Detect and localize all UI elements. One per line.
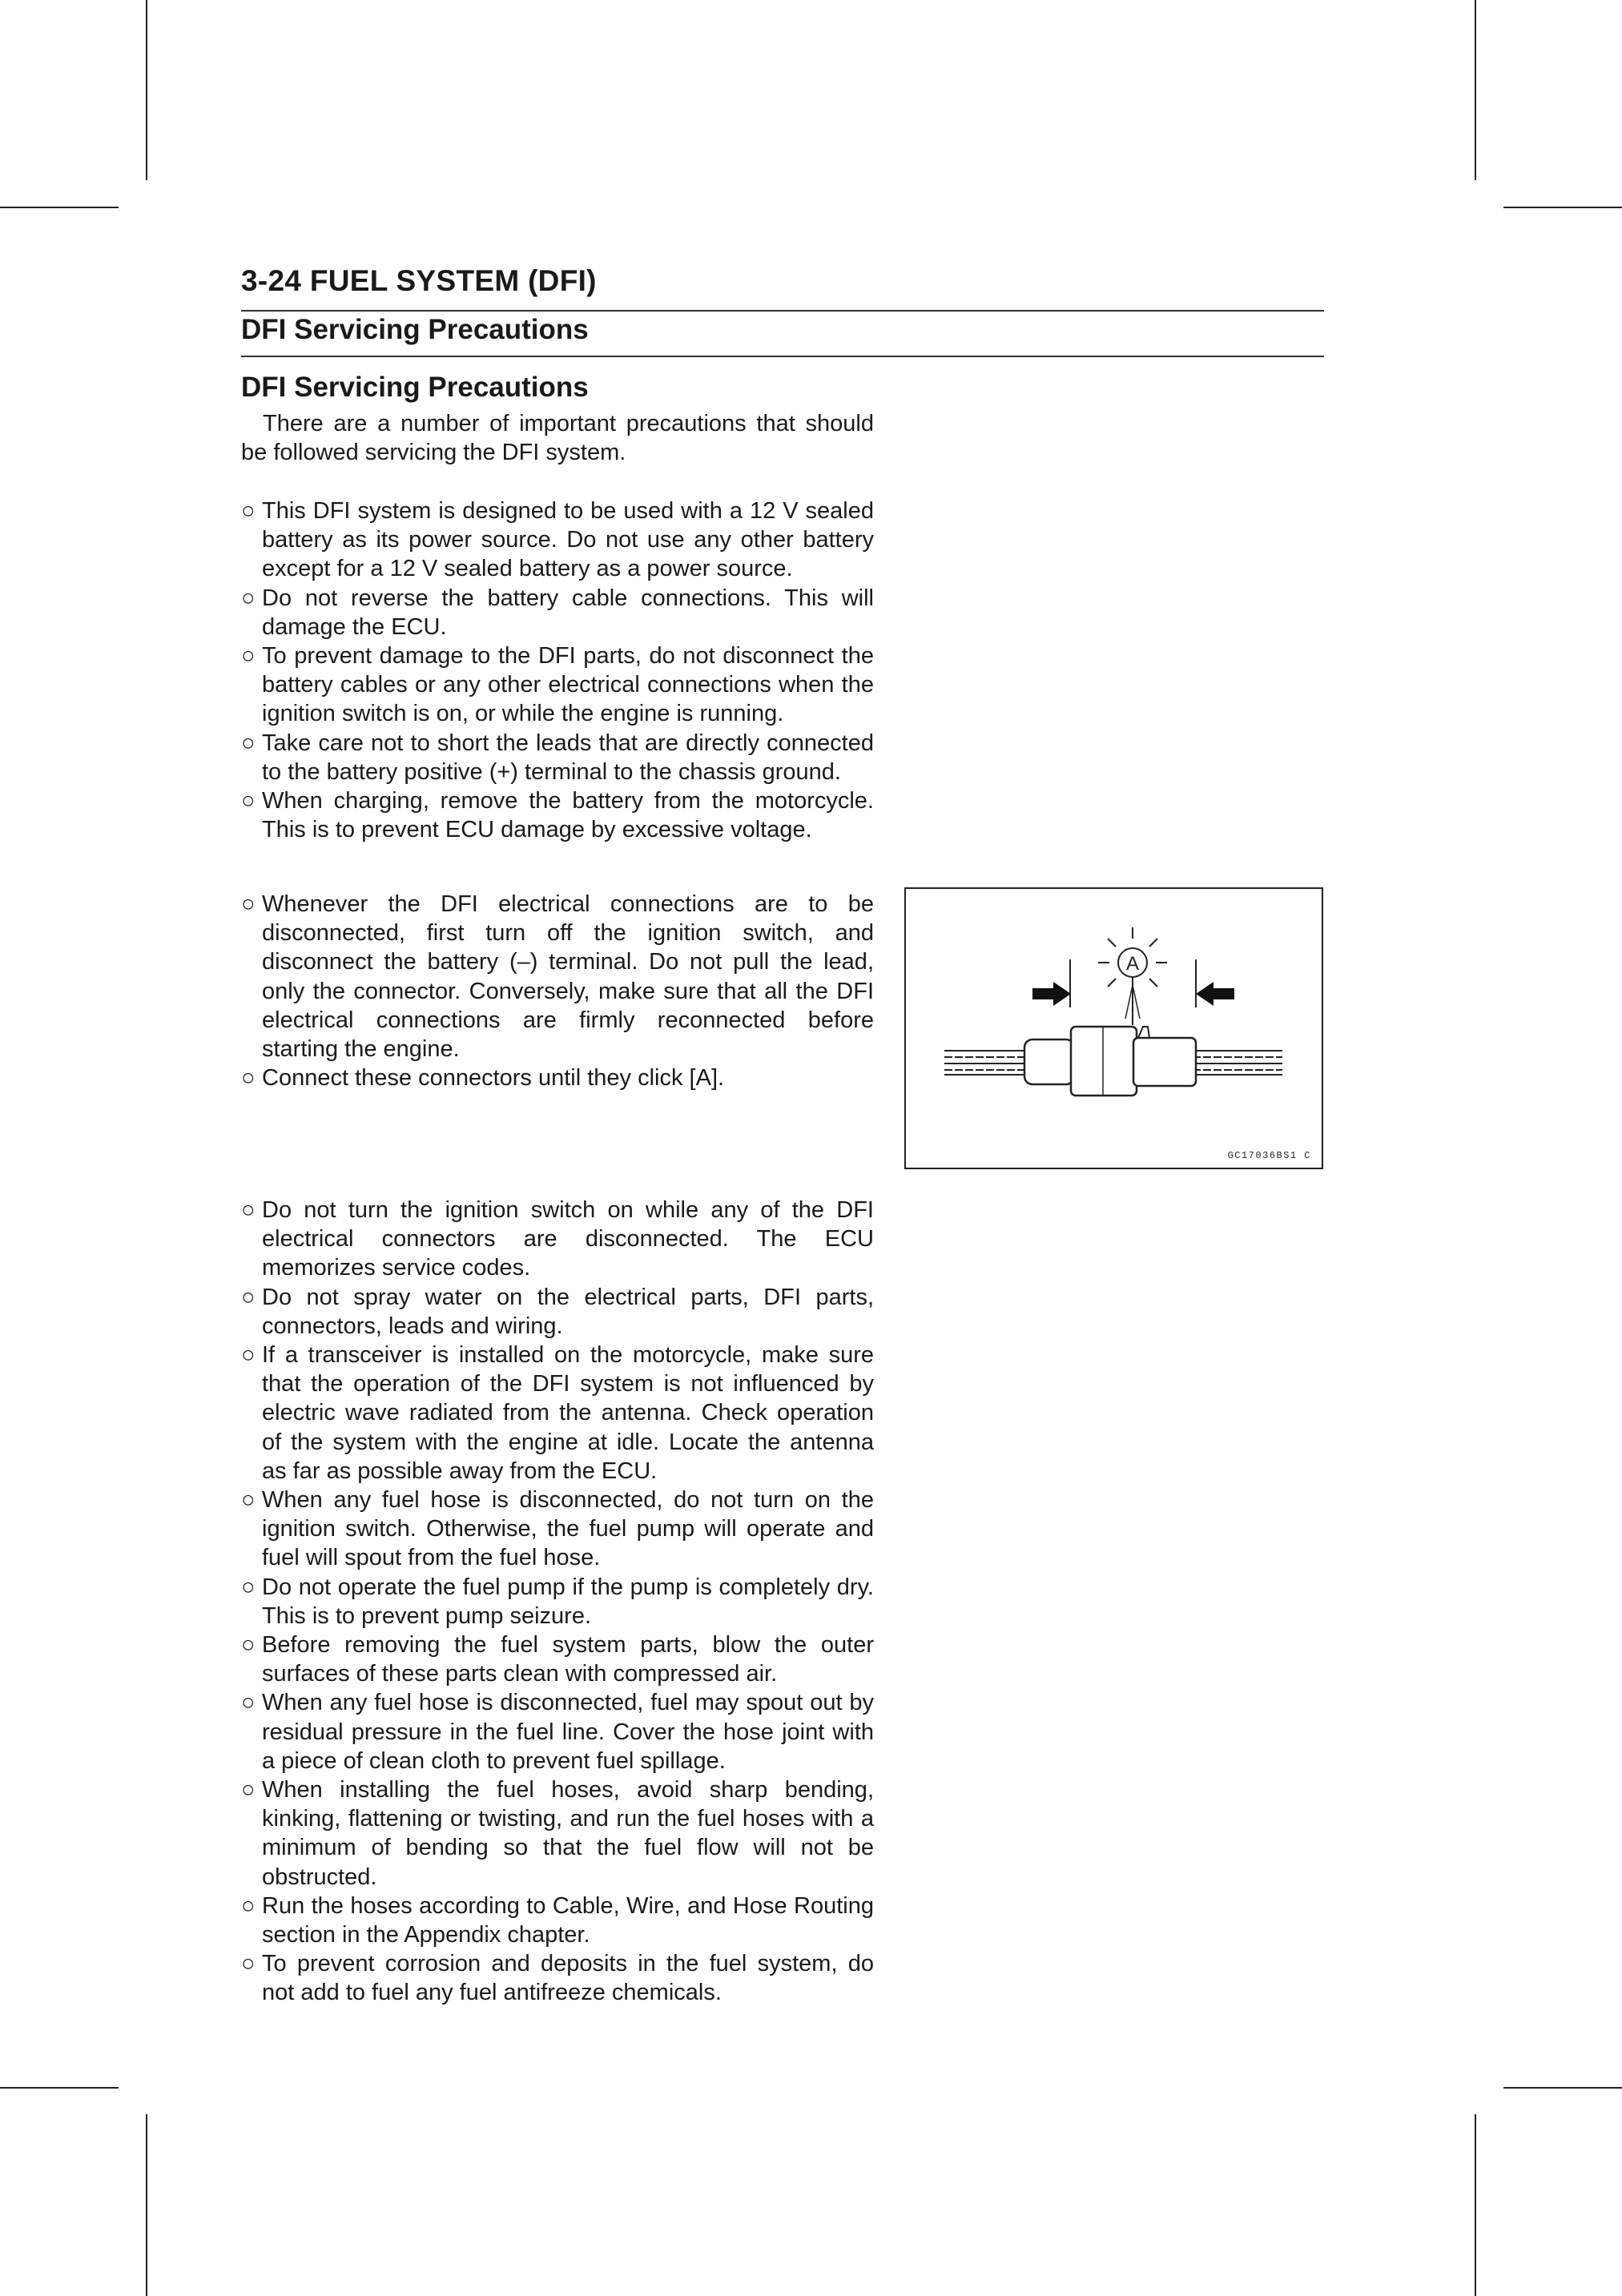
bullet-list: [241, 497, 874, 844]
list-item: ○ When any fuel hose is disconnected, do not turn on the ignition switch. Otherwise, the fuel pump will operate and fuel will spout from the fuel hose.: [241, 1487, 874, 1571]
header-rule: [241, 310, 1324, 312]
page-header-title: 3-24 FUEL SYSTEM (DFI): [241, 264, 597, 297]
circle-bullet-icon: ○: [241, 1951, 256, 1977]
circle-bullet-icon: ○: [241, 891, 256, 917]
list-item: ○ Connect these connectors until they click [A].: [241, 1064, 874, 1092]
left-arrow-icon: [1032, 982, 1071, 1006]
precautions-group-2: [241, 890, 874, 1092]
crop-mark: [146, 0, 147, 180]
list-item: ○ Take care not to short the leads that are directly connected to the battery positive (+) terminal to the chassis ground.: [241, 730, 874, 785]
circle-bullet-icon: ○: [241, 788, 256, 814]
list-item: ○ Do not operate the fuel pump if the pump is completely dry. This is to prevent pump seizure.: [241, 1574, 874, 1629]
click-flash-icon: [1098, 927, 1167, 1025]
crop-mark: [1475, 0, 1476, 180]
list-item: ○ This DFI system is designed to be used with a 12 V sealed battery as its power source. Do not use any other battery except for a 12 V sealed battery as a power source.: [241, 498, 874, 582]
callout-label-a: A: [1125, 953, 1140, 975]
circle-bullet-icon: ○: [241, 1342, 256, 1369]
list-item: ○ Whenever the DFI electrical connections are to be disconnected, first turn off the ignition switch, and disconnect the battery (–) terminal. Do not pull the lead, only the connector. Conversely, make sure that all the DFI electrical connections are firmly reconnected before starting the engine.: [241, 891, 874, 1063]
connector-figure: [904, 887, 1323, 1169]
circle-bullet-icon: ○: [241, 643, 256, 669]
intro-paragraph: There are a number of important precautions that should be followed servicing the DFI system.: [241, 411, 874, 466]
section-title: DFI Servicing Precautions: [241, 314, 589, 345]
section-rule: [241, 356, 1324, 357]
list-item: ○ When installing the fuel hoses, avoid sharp bending, kinking, flattening or twisting, and run the fuel hoses with a minimum of bending so that the fuel flow will not be obstructed.: [241, 1777, 874, 1890]
circle-bullet-icon: ○: [241, 1892, 256, 1919]
list-item: ○ Do not reverse the battery cable connections. This will damage the ECU.: [241, 585, 874, 640]
right-arrow-icon: [1196, 982, 1234, 1006]
bullet-list: [241, 890, 874, 1092]
circle-bullet-icon: ○: [241, 1197, 256, 1223]
list-item: ○ When charging, remove the battery from the motorcycle. This is to prevent ECU damage by excessive voltage.: [241, 788, 874, 843]
list-item: ○ Before removing the fuel system parts, blow the outer surfaces of these parts clean with compressed air.: [241, 1632, 874, 1687]
crop-mark: [0, 207, 119, 208]
list-item: ○ If a transceiver is installed on the motorcycle, make sure that the operation of the DFI system is not influenced by electric wave radiated from the antenna. Check operation of the system with the engine at idle. Locate the antenna as far as possible away from the ECU.: [241, 1342, 874, 1484]
list-item: ○ To prevent corrosion and deposits in the fuel system, do not add to fuel any fuel antifreeze chemicals.: [241, 1951, 874, 2006]
crop-mark: [1475, 2114, 1476, 2296]
circle-bullet-icon: ○: [241, 730, 256, 756]
precautions-group-3: [241, 1196, 874, 2008]
circle-bullet-icon: ○: [241, 498, 256, 524]
list-item: ○ Do not turn the ignition switch on while any of the DFI electrical connectors are disconnected. The ECU memorizes service codes.: [241, 1197, 874, 1281]
list-item: ○ To prevent damage to the DFI parts, do not disconnect the battery cables or any other electrical connections when the ignition switch is on, or while the engine is running.: [241, 643, 874, 727]
circle-bullet-icon: ○: [241, 1777, 256, 1803]
list-item: ○ When any fuel hose is disconnected, fuel may spout out by residual pressure in the fuel line. Cover the hose joint with a piece of clean cloth to prevent fuel spillage.: [241, 1690, 874, 1774]
bullet-list: [241, 1196, 874, 2008]
list-item: ○ Do not spray water on the electrical parts, DFI parts, connectors, leads and wiring.: [241, 1284, 874, 1339]
list-item: ○ Run the hoses according to Cable, Wire, and Hose Routing section in the Appendix chapter.: [241, 1892, 874, 1948]
circle-bullet-icon: ○: [241, 1487, 256, 1514]
circle-bullet-icon: ○: [241, 585, 256, 611]
precautions-group-1: [241, 497, 874, 844]
circle-bullet-icon: ○: [241, 1065, 256, 1092]
crop-mark: [1503, 207, 1622, 208]
circle-bullet-icon: ○: [241, 1632, 256, 1659]
intro-paragraph-block: [241, 409, 874, 467]
circle-bullet-icon: ○: [241, 1574, 256, 1600]
crop-mark: [0, 2087, 119, 2089]
figure-code: GC17036BS1 C: [1227, 1150, 1311, 1161]
crop-mark: [1503, 2087, 1622, 2089]
connector-illustration: [906, 889, 1322, 1168]
circle-bullet-icon: ○: [241, 1284, 256, 1310]
circle-bullet-icon: ○: [241, 1690, 256, 1716]
subsection-heading: DFI Servicing Precautions: [241, 372, 589, 403]
crop-mark: [146, 2114, 147, 2296]
